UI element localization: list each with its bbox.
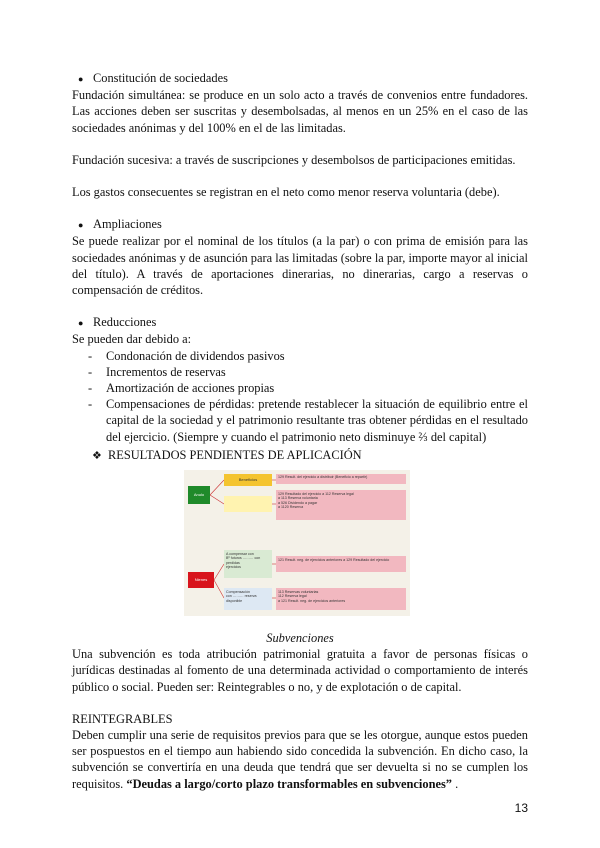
- bullet-icon: ●: [78, 318, 84, 329]
- bullet-icon: ●: [78, 220, 84, 231]
- list-item: - Amortización de acciones propias: [88, 381, 275, 396]
- paragraph-reintegrables: Deben cumplir una serie de requisitos previos para que se les otorgue, aunque estos pueden ser pospuestos en el tiempo aun habiendo sido concedida la subvención. En dicho caso, la subvención se convertiría en una deuda que tendrá que ser devuelta si no se cumplen los requisitos. “Deudas a largo/corto plazo transformables en subvenciones” .: [72, 728, 528, 791]
- entry-box-1: 129 Result. del ejercicio a distribuir (Beneficio a repartir): [276, 474, 406, 484]
- list-item: - Compensaciones de pérdidas: pretende restablecer la situación de equilibrio entre el capital de la sociedad y el patrimonio resultante tras obtener pérdidas en el resultado del ejercicio. (Siempre y cuando el patrimonio neto disminuye ⅔ del capital): [88, 397, 528, 444]
- bullet-ampliaciones: [72, 216, 528, 233]
- beneficios-box: Beneficios: [224, 474, 272, 486]
- page-number: 13: [514, 801, 528, 815]
- bullet-reducciones: [72, 314, 528, 331]
- yellow-small-box: [224, 496, 272, 512]
- bullet-icon: ●: [78, 74, 84, 84]
- list-item: - Incrementos de reservas: [88, 364, 226, 379]
- paragraph: Fundación simultánea: se produce en un solo acto a través de convenios entre fundadores. Las acciones deben ser suscritas y desembolsadas, al menos en un 25% en el caso de las sociedades anónimas y del 100% en el de las limitadas.: [72, 88, 528, 135]
- entry-box-3: 121 Result. neg. de ejercicios anteriores a 129 Resultado del ejercicio: [276, 556, 406, 572]
- heading-constitucion: Constitución de sociedades: [93, 71, 228, 85]
- red-label: Nienes: [188, 572, 214, 588]
- heading-resultados: ❖ RESULTADOS PENDIENTES DE APLICACIÓN: [72, 447, 528, 464]
- paragraph: Los gastos consecuentes se registran en el neto como menor reserva voluntaria (debe).: [72, 185, 500, 200]
- entry-box-4: 113 Reservas voluntarias 112 Reserva legal a 121 Result. neg. de ejercicios anteriores: [276, 588, 406, 610]
- paragraph: Se pueden dar debido a:: [72, 332, 192, 347]
- heading-reducciones: Reducciones: [93, 315, 157, 330]
- entry-box-2: 129 Resultado del ejercicio a 112 Reserva legal a 113 Reserva voluntaria a 526 Dividendo a pagar a 1120 Reserva: [276, 490, 406, 520]
- bullet-constitucion: [72, 70, 528, 87]
- reducciones-list: [72, 348, 528, 445]
- paragraph: Se puede realizar por el nominal de los títulos (a la par) o con prima de emisión para las sociedades anónimas y de asunción para las limitadas (sobre la par, importe mayor al inicial del título). A través de aportaciones dinerarias, no dinerarias, cargo a reservas o compensación de créditos.: [72, 234, 528, 298]
- heading-reintegrables: REINTEGRABLES: [72, 711, 173, 726]
- resultados-diagram: [184, 470, 410, 616]
- compensar-box: A compensar con Bº futuros ……… con perdidas ejercicios: [224, 550, 272, 578]
- heading-ampliaciones: Ampliaciones: [93, 217, 162, 232]
- compensacion-reserva-box: Compensación con ……… reserva disponible: [224, 588, 272, 610]
- green-label: Anulo: [188, 486, 210, 504]
- page-content: [72, 70, 528, 792]
- subvenciones-title: Subvenciones: [266, 631, 334, 646]
- bold-quote: “Deudas a largo/corto plazo transformables en subvenciones”: [126, 776, 452, 791]
- paragraph: Una subvención es toda atribución patrimonial gratuita a favor de personas físicas o jurídicas destinadas al fomento de una determinada actividad o comportamiento de interés público o social. Pueden ser: Reintegrables o no, y de explotación o de capital.: [72, 647, 528, 694]
- diamond-bullet-icon: ❖: [92, 449, 102, 462]
- list-item: - Condonación de dividendos pasivos: [88, 348, 285, 363]
- paragraph: Fundación sucesiva: a través de suscripciones y desembolsos de participaciones emitidas.: [72, 152, 516, 167]
